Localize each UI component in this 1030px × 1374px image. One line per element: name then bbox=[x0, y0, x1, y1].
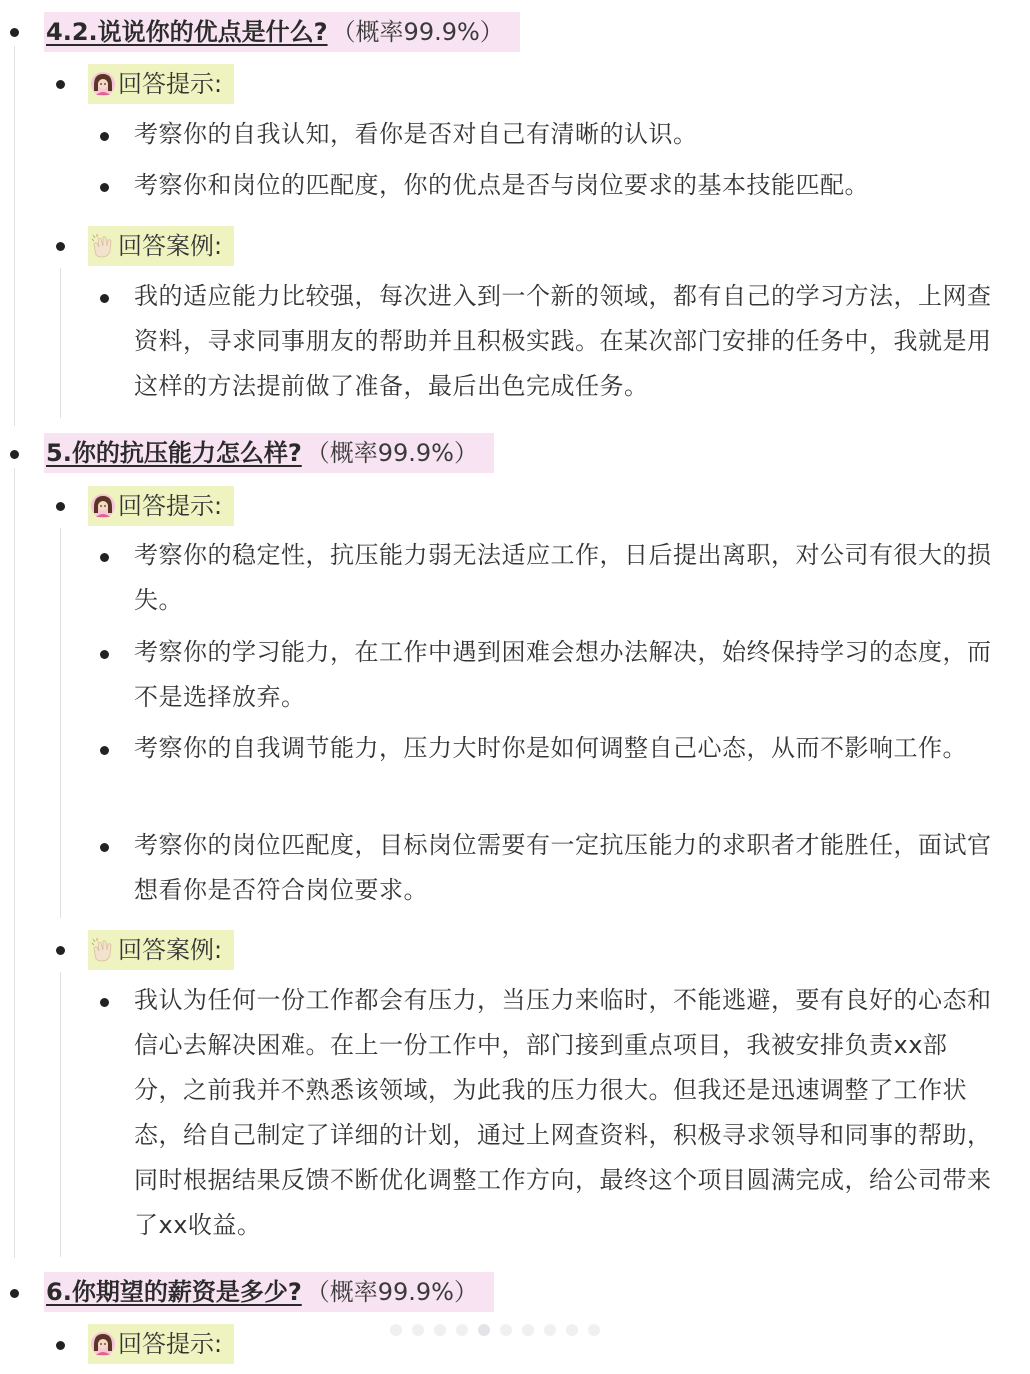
indent-guide bbox=[14, 468, 15, 1258]
list-item: 考察你的自我认知，看你是否对自己有清晰的认识。 bbox=[134, 120, 698, 148]
page-dot[interactable] bbox=[544, 1324, 556, 1336]
bullet bbox=[100, 746, 109, 755]
case-tag bbox=[88, 226, 234, 266]
woman-icon bbox=[90, 1331, 116, 1357]
bullet bbox=[100, 132, 109, 141]
list-item: 考察你的自我调节能力，压力大时你是如何调整自己心态，从而不影响工作。 bbox=[134, 734, 967, 762]
indent-guide bbox=[60, 268, 61, 418]
indent-guide bbox=[14, 46, 15, 426]
question-title bbox=[44, 433, 494, 473]
page-dot[interactable] bbox=[390, 1324, 402, 1336]
page-dot-active[interactable] bbox=[478, 1324, 490, 1336]
bullet bbox=[10, 450, 19, 459]
bullet bbox=[100, 294, 109, 303]
question-title bbox=[44, 1272, 494, 1312]
page-dot[interactable] bbox=[566, 1324, 578, 1336]
page-dot[interactable] bbox=[412, 1324, 424, 1336]
bullet bbox=[56, 502, 65, 511]
woman-icon bbox=[90, 71, 116, 97]
hint-label: 回答提示: bbox=[118, 1330, 223, 1358]
bullet bbox=[100, 183, 109, 192]
bullet bbox=[56, 242, 65, 251]
woman-icon bbox=[90, 493, 116, 519]
bullet bbox=[10, 1289, 19, 1298]
probability-label: （概率99.9%） bbox=[305, 1278, 478, 1306]
case-label: 回答案例: bbox=[118, 232, 223, 260]
bullet bbox=[10, 28, 19, 37]
bullet bbox=[56, 1341, 65, 1350]
list-item: 考察你和岗位的匹配度，你的优点是否与岗位要求的基本技能匹配。 bbox=[134, 171, 869, 199]
question-text: 4.2.说说你的优点是什么? bbox=[46, 18, 328, 46]
bullet bbox=[100, 553, 109, 562]
hint-tag bbox=[88, 486, 234, 526]
list-item: 考察你的学习能力，在工作中遇到困难会想办法解决，始终保持学习的态度，而不是选择放弃。 bbox=[134, 638, 992, 711]
page-dot[interactable] bbox=[456, 1324, 468, 1336]
bullet bbox=[100, 998, 109, 1007]
page-dot[interactable] bbox=[522, 1324, 534, 1336]
page-indicator[interactable] bbox=[390, 1324, 600, 1336]
hint-label: 回答提示: bbox=[118, 492, 223, 520]
list-item: 考察你的稳定性，抗压能力弱无法适应工作，日后提出离职，对公司有很大的损失。 bbox=[134, 541, 992, 614]
case-label: 回答案例: bbox=[118, 936, 223, 964]
question-text: 5.你的抗压能力怎么样? bbox=[46, 439, 302, 467]
list-item: 我认为任何一份工作都会有压力，当压力来临时，不能逃避，要有良好的心态和信心去解决困难。在上一份工作中，部门接到重点项目，我被安排负责xx部分，之前我并不熟悉该领域，为此我的压力很大。但我还是迅速调整了工作状态，给自己制定了详细的计划，通过上网查资料，积极寻求领导和同事的帮助，同时根据结果反馈不断优化调整工作方向，最终这个项目圆满完成，给公司带来了xx收益。 bbox=[134, 986, 992, 1239]
page-dot[interactable] bbox=[500, 1324, 512, 1336]
page-dot[interactable] bbox=[588, 1324, 600, 1336]
bullet bbox=[56, 80, 65, 89]
question-title bbox=[44, 12, 520, 52]
bullet bbox=[100, 843, 109, 852]
bullet bbox=[100, 650, 109, 659]
list-item: 我的适应能力比较强，每次进入到一个新的领域，都有自己的学习方法，上网查资料，寻求同事朋友的帮助并且积极实践。在某次部门安排的任务中，我就是用这样的方法提前做了准备，最后出色完成任务。 bbox=[134, 282, 992, 400]
case-tag bbox=[88, 930, 234, 970]
clapping-hands-icon bbox=[90, 233, 116, 259]
hint-tag bbox=[88, 64, 234, 104]
clapping-hands-icon bbox=[90, 937, 116, 963]
probability-label: （概率99.9%） bbox=[331, 18, 504, 46]
question-text: 6.你期望的薪资是多少? bbox=[46, 1278, 302, 1306]
hint-tag bbox=[88, 1324, 234, 1364]
indent-guide bbox=[60, 972, 61, 1257]
bullet bbox=[56, 946, 65, 955]
indent-guide bbox=[60, 528, 61, 918]
page-dot[interactable] bbox=[434, 1324, 446, 1336]
hint-label: 回答提示: bbox=[118, 70, 223, 98]
probability-label: （概率99.9%） bbox=[305, 439, 478, 467]
list-item: 考察你的岗位匹配度，目标岗位需要有一定抗压能力的求职者才能胜任，面试官想看你是否符合岗位要求。 bbox=[134, 831, 992, 904]
